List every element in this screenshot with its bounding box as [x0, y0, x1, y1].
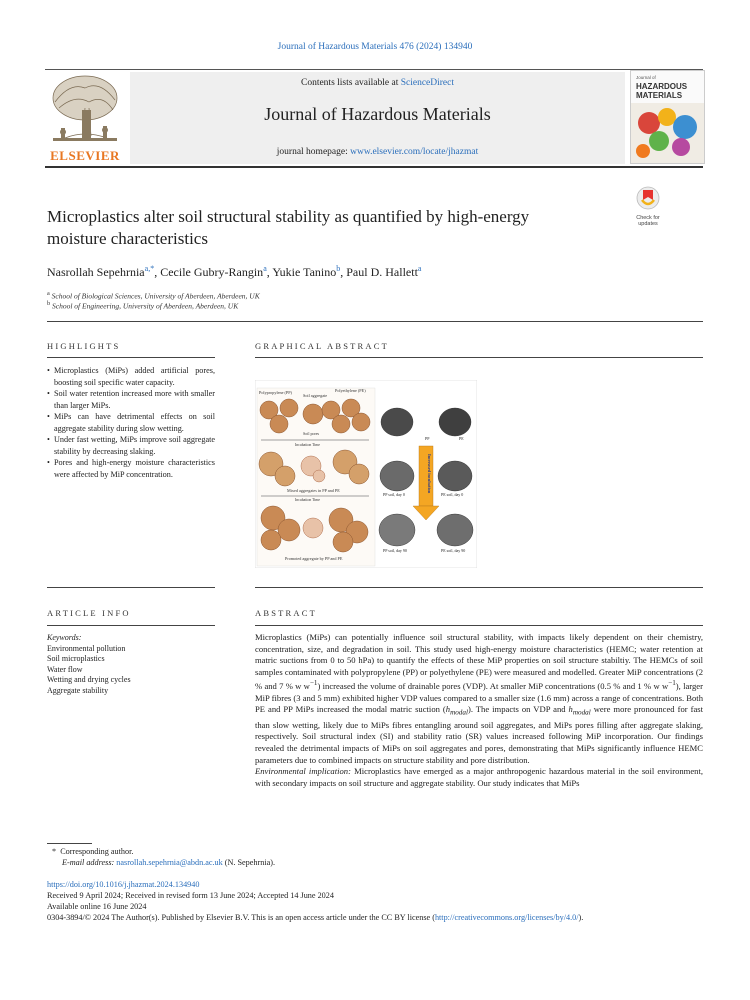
homepage-line — [130, 147, 625, 157]
author-name[interactable]: Nasrollah Sepehrnia — [47, 265, 145, 279]
license-text: 0304-3894/© 2024 The Author(s). Published by Elsevier B.V. This is an open access article under the CC BY license ( — [47, 913, 435, 922]
highlight-item — [47, 411, 215, 434]
check-for-updates-badge[interactable] — [630, 186, 666, 227]
math-symbol: h — [568, 704, 573, 715]
graphical-abstract-bottom-rule — [255, 587, 703, 588]
footnote-rule — [47, 843, 92, 844]
author-affiliation-sup[interactable]: a,* — [144, 264, 155, 273]
highlight-item — [47, 388, 215, 411]
label-sem-pp: PP — [425, 436, 430, 441]
abstract-paragraph — [255, 632, 703, 766]
label-pp-day90: PP soil, day 90 — [383, 548, 407, 553]
affiliation-sup: b — [47, 300, 51, 307]
license-suffix: ). — [578, 913, 584, 922]
doi-link[interactable]: https://doi.org/10.1016/j.jhazmat.2024.134940 — [47, 880, 200, 889]
abstract-text: ). The impacts on VDP and — [467, 704, 569, 715]
email-link[interactable]: nasrollah.sepehrnia@abdn.ac.uk — [116, 858, 223, 867]
author-affiliation-sup[interactable]: b — [336, 264, 341, 273]
label-increased-incubation: Increased incubation — [427, 454, 432, 494]
bullet-icon: • — [47, 412, 50, 421]
highlight-text: Pores and high-energy moisture characteristics were affected by MiP concentration. — [54, 458, 215, 479]
article-title-line2: moisture characteristics — [47, 229, 208, 248]
keywords-block — [47, 633, 217, 696]
corresponding-author-footnote — [52, 846, 275, 868]
affiliation-b — [47, 300, 238, 311]
affiliation-a — [47, 290, 260, 301]
math-subscript: modal — [450, 709, 468, 718]
author-list: Nasrollah Sepehrnia$^{a,*}$, Cecile Gubry-Rangin$^a$, Yukie Tanino$^b$, Paul D. Hallett$^a$ — [47, 264, 422, 279]
highlight-item — [47, 365, 215, 388]
unit-superscript: −1 — [668, 679, 676, 688]
crossmark-label-line1: Check for — [636, 215, 660, 221]
highlight-item — [47, 457, 215, 480]
environmental-implication-label: Environmental implication: — [255, 766, 351, 777]
journal-title: Journal of Hazardous Materials — [264, 104, 491, 124]
footnote-star-line: * Corresponding author. — [52, 847, 134, 856]
highlight-text: MiPs can have detrimental effects on soil aggregate stability during slow wetting. — [54, 412, 215, 433]
affiliation-text: School of Engineering, University of Aberdeen, Aberdeen, UK — [52, 301, 239, 311]
crossmark-label-line2: updates — [638, 221, 658, 227]
keyword-item: Water flow — [47, 664, 83, 674]
footnote-email-line — [52, 857, 275, 868]
publication-info — [47, 879, 707, 923]
abstract-text: were more pronounced for fast than slow wetting, likely due to MiPs fibres entangling around soil aggregates, and MiPs pores filling after aggregate slaking, respectively. Soil structural index (SI) and stability ratio (SR) values increased following MiP incorporation. Our findings revealed the detrimental impacts of MiPs on soil aggregates and pores, demonstrating that MiPs significantly influence HEMC parameters due to combined impacts on structure stability and pore distribution. — [255, 704, 703, 765]
highlight-item — [47, 434, 215, 457]
header-top-rule — [45, 69, 703, 70]
abstract-rule — [255, 625, 703, 626]
homepage-prefix: journal homepage: — [276, 147, 351, 157]
journal-cover-thumbnail[interactable] — [630, 70, 705, 164]
highlights-list — [47, 365, 215, 480]
footnote-text: Corresponding author. — [60, 847, 134, 856]
contents-prefix: Contents lists available at — [300, 78, 401, 88]
keyword-item: Soil microplastics — [47, 654, 105, 663]
publisher-logo-text: ELSEVIER — [50, 148, 120, 163]
unit-superscript: −1 — [309, 679, 318, 688]
label-pe-day0: PE soil, day 0 — [441, 492, 464, 497]
license-link[interactable]: http://creativecommons.org/licenses/by/4.0/ — [434, 913, 579, 922]
author-name[interactable]: Yukie Tanino — [272, 265, 337, 279]
highlights-bottom-rule — [47, 587, 215, 588]
highlight-text: Microplastics (MiPs) added artificial pores, boosting soil specific water capacity. — [54, 366, 215, 387]
license-line — [47, 912, 707, 923]
bullet-icon: • — [47, 458, 50, 467]
label-promoted-aggregate: Promoted aggregate by PP and PE — [285, 556, 343, 561]
title-section-rule — [47, 321, 703, 322]
label-pp-day0: PP soil, day 0 — [383, 492, 405, 497]
crossmark-icon — [630, 186, 666, 210]
highlights-heading: HIGHLIGHTS — [47, 341, 121, 351]
label-incubation-2: Incubation Time — [295, 498, 320, 502]
affiliation-sup: a — [47, 290, 50, 297]
received-dates: Received 9 April 2024; Received in revised form 13 June 2024; Accepted 14 June 2024 — [47, 891, 334, 900]
cover-title-small: Journal of — [636, 75, 656, 80]
highlight-text: Soil water retention increased more with smaller than larger MiPs. — [54, 389, 215, 410]
available-online-date: Available online 16 June 2024 — [47, 902, 147, 911]
email-label: E-mail address: — [62, 858, 117, 867]
math-symbol: h — [445, 704, 451, 715]
article-info-heading: ARTICLE INFO — [47, 608, 131, 618]
author-name[interactable]: Cecile Gubry-Rangin — [160, 265, 264, 279]
label-sem-pe: PE — [459, 436, 464, 441]
journal-reference-link[interactable]: Journal of Hazardous Materials 476 (2024) 134940 — [277, 42, 473, 52]
keyword-item: Environmental pollution — [47, 643, 126, 653]
bullet-icon: • — [47, 366, 50, 375]
author-name[interactable]: Paul D. Hallett — [346, 265, 418, 279]
label-incubation-1: Incubation Time — [295, 443, 320, 447]
crossmark-label — [630, 215, 666, 227]
label-mixed-aggregates: Mixed aggregates in PP and PE — [287, 488, 340, 493]
label-pp: Polypropylene (PP) — [259, 390, 292, 395]
author-affiliation-sup[interactable]: a — [263, 264, 267, 273]
abstract-text: Microplastics (MiPs) can potentially influence soil structural stability, with impacts likely dependent on their chemistry, concentration, size, and degradation in soil. This study used high-energy moisture characteristics (HEMC; water retention at matric suctions from 0 to 50 hPa) to quantify the effects of these MiP properties on soil structure stabiltiy. The HEMCs of soil samples contaminated with polypropylene (PP) or polyethylene (PE) were measured and modelled. Greater MiP concentrations (2 % and 7 % w w — [255, 632, 703, 692]
cover-title-line2: MATERIALS — [636, 91, 683, 100]
article-info-rule — [47, 625, 215, 626]
article-title — [47, 206, 607, 250]
header-bottom-rule — [45, 166, 703, 168]
label-pe: Polyethylene (PE) — [335, 388, 366, 393]
cover-title-line1: HAZARDOUS — [636, 82, 688, 91]
graphical-abstract-rule — [255, 357, 703, 358]
abstract-text: Microplastics have emerged as a major anthropogenic hazardous material in the soil environment, with secondary impacts on soil structure and aggregate stability. Our study indicates that MiPs — [255, 766, 703, 788]
affiliation-text: School of Biological Sciences, University of Aberdeen, Aberdeen, UK — [51, 291, 260, 301]
graphical-abstract-heading: GRAPHICAL ABSTRACT — [255, 341, 389, 351]
email-suffix: (N. Sepehrnia). — [222, 858, 276, 867]
bullet-icon: • — [47, 435, 50, 444]
environmental-implication-paragraph — [255, 766, 703, 789]
highlight-text: Under fast wetting, MiPs improve soil aggregate stability by decreasing slaking. — [54, 435, 215, 456]
contents-line — [130, 78, 625, 88]
graphical-abstract-art — [255, 380, 477, 568]
article-title-line1: Microplastics alter soil structural stability as quantified by high-energy — [47, 207, 530, 226]
abstract-text: ), larger MiP fibres (3 and 5 mm) exhibited higher VDP values compared to a smaller size (1.6 mm) across a range of concentrations. Both PE and PP MiPs increased the modal matric suction ( — [255, 681, 703, 715]
label-pe-day90: PE soil, day 90 — [441, 548, 466, 553]
keyword-item: Aggregate stability — [47, 685, 109, 695]
homepage-link[interactable]: www.elsevier.com/locate/jhazmat — [350, 147, 479, 157]
abstract-heading: ABSTRACT — [255, 608, 317, 618]
author-affiliation-sup[interactable]: a — [417, 264, 422, 273]
abstract-text: ) increased the volume of drainable pores (VDP). At smaller MiP concentrations (0.5 % and 1 % w w — [317, 681, 669, 692]
label-soil-aggregate: Soil aggregate — [303, 393, 328, 398]
math-subscript: modal — [572, 709, 591, 718]
keyword-item: Wetting and drying cycles — [47, 675, 131, 684]
sciencedirect-link[interactable]: ScienceDirect — [400, 78, 454, 88]
bullet-icon: • — [47, 389, 50, 398]
label-soil-pores: Soil pores — [303, 431, 320, 436]
highlights-rule — [47, 357, 215, 358]
abstract-body — [255, 632, 703, 789]
graphical-abstract-figure[interactable] — [255, 380, 477, 568]
keywords-label: Keywords: — [47, 633, 82, 642]
